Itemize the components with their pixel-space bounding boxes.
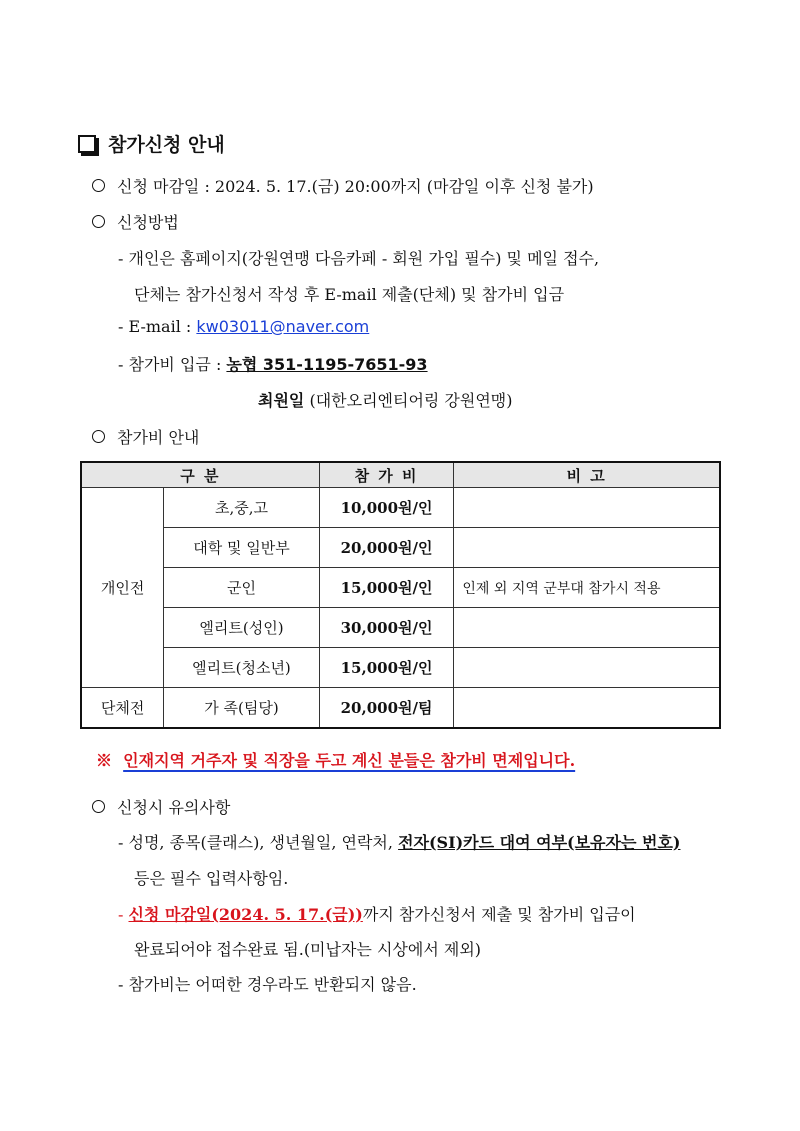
row-note [454, 528, 720, 568]
method-heading: 신청방법 [92, 210, 179, 233]
row-fee: 15,000원/인 [319, 648, 454, 688]
row-category: 엘리트(청소년) [164, 648, 319, 688]
row-category: 군인 [164, 568, 319, 608]
row-note: 인제 외 지역 군부대 참가시 적용 [454, 568, 720, 608]
table-row [81, 528, 720, 568]
fee-table [80, 461, 721, 729]
account-line: - 참가비 입금 : 농협 351-1195-7651-93 [118, 355, 428, 374]
caution-line-2: - 신청 마감일(2024. 5. 17.(금))까지 참가신청서 제출 및 참가비 입금이 [118, 905, 636, 924]
caution-line-3: - 참가비는 어떠한 경우라도 반환되지 않음. [118, 975, 417, 994]
circle-bullet-icon [92, 430, 105, 443]
circle-bullet-icon [92, 215, 105, 228]
circle-bullet-icon [92, 179, 105, 192]
row-fee: 20,000원/팀 [319, 688, 454, 729]
si-card-requirement: 전자(SI)카드 대여 여부(보유자는 번호) [398, 833, 681, 852]
row-note [454, 688, 720, 729]
row-note [454, 608, 720, 648]
table-header-row [81, 462, 720, 488]
row-note [454, 648, 720, 688]
table-row [81, 488, 720, 528]
table-row [81, 568, 720, 608]
deadline-line: 신청 마감일 : 2024. 5. 17.(금) 20:00까지 (마감일 이후 신청 불가) [92, 174, 594, 197]
section-title [78, 130, 225, 157]
row-category: 가 족(팀당) [164, 688, 319, 729]
reference-mark: ※ [96, 751, 113, 770]
caution-heading: 신청시 유의사항 [92, 795, 230, 818]
row-fee: 15,000원/인 [319, 568, 454, 608]
method-line-2: 단체는 참가신청서 작성 후 E-mail 제출(단체) 및 참가비 입금 [134, 285, 565, 304]
account-holder: 최원일 (대한오리엔티어링 강원연맹) [258, 391, 513, 410]
header-fee: 참 가 비 [319, 462, 454, 488]
row-category: 초,중,고 [164, 488, 319, 528]
fee-heading: 참가비 안내 [92, 425, 199, 448]
email-line: - E-mail : kw03011@naver.com [118, 317, 370, 336]
group-label-team: 단체전 [81, 688, 164, 729]
table-row [81, 688, 720, 729]
checkbox-square-icon [78, 135, 96, 153]
account-number: 농협 351-1195-7651-93 [226, 355, 428, 374]
row-category: 엘리트(성인) [164, 608, 319, 648]
row-fee: 10,000원/인 [319, 488, 454, 528]
method-line-1: - 개인은 홈페이지(강원연맹 다음카페 - 회원 가입 필수) 및 메일 접수, [118, 249, 600, 268]
caution-line-2-cont: 완료되어야 접수완료 됨.(미납자는 시상에서 제외) [134, 940, 482, 959]
row-fee: 30,000원/인 [319, 608, 454, 648]
group-label-individual: 개인전 [81, 488, 164, 688]
row-category: 대학 및 일반부 [164, 528, 319, 568]
header-note: 비 고 [454, 462, 720, 488]
section-title-text: 참가신청 안내 [108, 134, 225, 156]
caution-line-1: - 성명, 종목(클래스), 생년월일, 연락처, 전자(SI)카드 대여 여부(보유자는 번호) [118, 833, 681, 852]
caution-line-1-cont: 등은 필수 입력사항임. [134, 869, 289, 888]
exemption-notice-text: 인재지역 거주자 및 직장을 두고 계신 분들은 참가비 면제입니다. [123, 751, 576, 770]
row-note [454, 488, 720, 528]
table-row [81, 648, 720, 688]
exemption-notice [96, 748, 575, 771]
header-category: 구 분 [81, 462, 319, 488]
row-fee: 20,000원/인 [319, 528, 454, 568]
circle-bullet-icon [92, 800, 105, 813]
email-link[interactable]: kw03011@naver.com [196, 317, 370, 336]
table-row [81, 608, 720, 648]
deadline-highlight: 신청 마감일(2024. 5. 17.(금)) [128, 905, 363, 924]
